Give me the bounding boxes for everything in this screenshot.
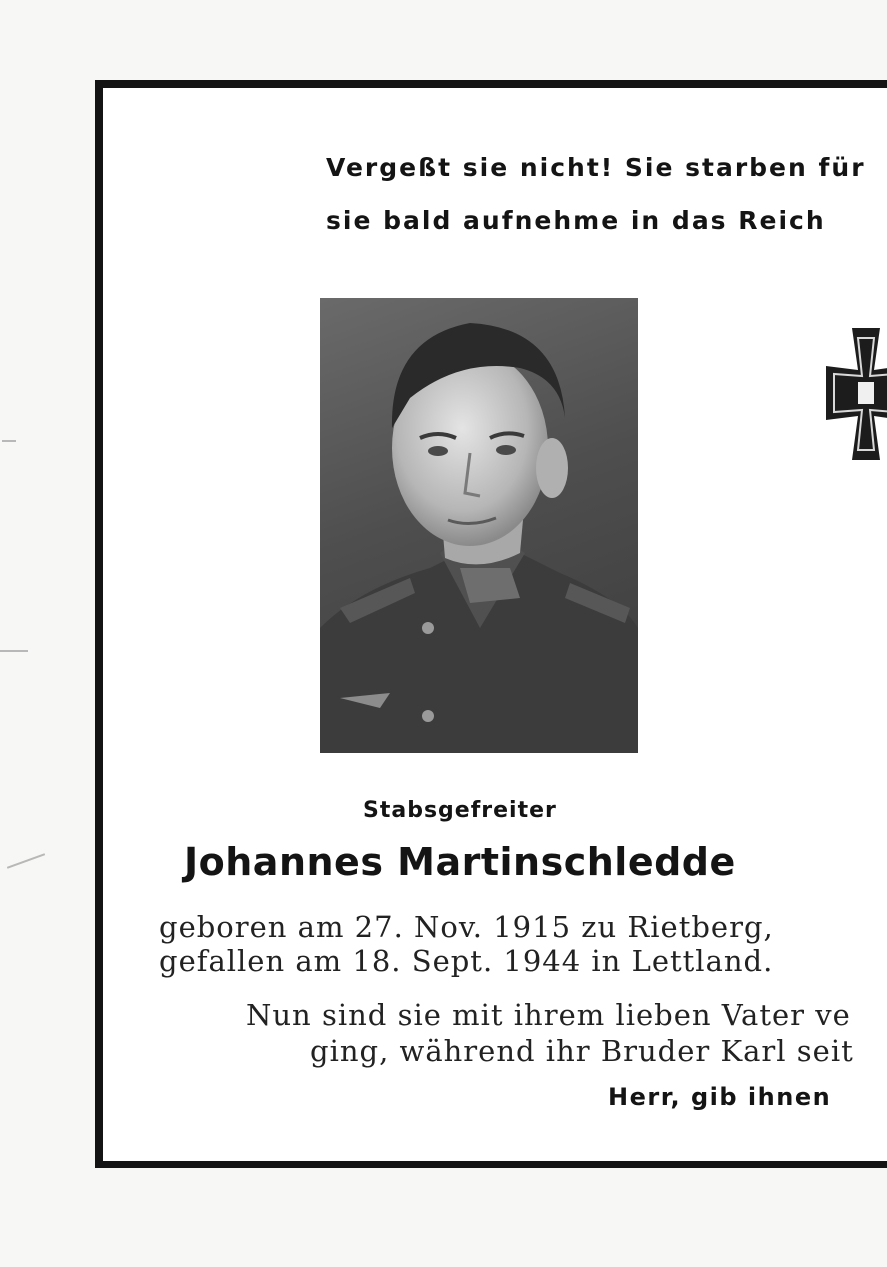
soldier-name: Johannes Martinschledde: [184, 840, 736, 884]
margin-mark: [7, 853, 45, 869]
portrait-illustration: [320, 298, 638, 753]
verse-line-2: sie bald aufnehme in das Reich: [326, 206, 826, 235]
rank-label: Stabsgefreiter: [363, 798, 557, 823]
margin-mark: [0, 650, 28, 652]
verse-line-1: Vergeßt sie nicht! Sie starben für: [326, 153, 866, 182]
soldier-portrait: [320, 298, 638, 753]
birth-line: geboren am 27. Nov. 1915 zu Rietberg,: [159, 910, 774, 944]
memorial-text-line-1: Nun sind sie mit ihrem lieben Vater ve: [246, 998, 851, 1032]
iron-cross-shape: [822, 328, 887, 460]
margin-mark: [2, 440, 16, 442]
death-line: gefallen am 18. Sept. 1944 in Lettland.: [159, 944, 774, 978]
iron-cross-icon: [822, 328, 887, 460]
memorial-text-line-2: ging, während ihr Bruder Karl seit: [310, 1034, 854, 1068]
prayer-line: Herr, gib ihnen: [608, 1083, 832, 1111]
